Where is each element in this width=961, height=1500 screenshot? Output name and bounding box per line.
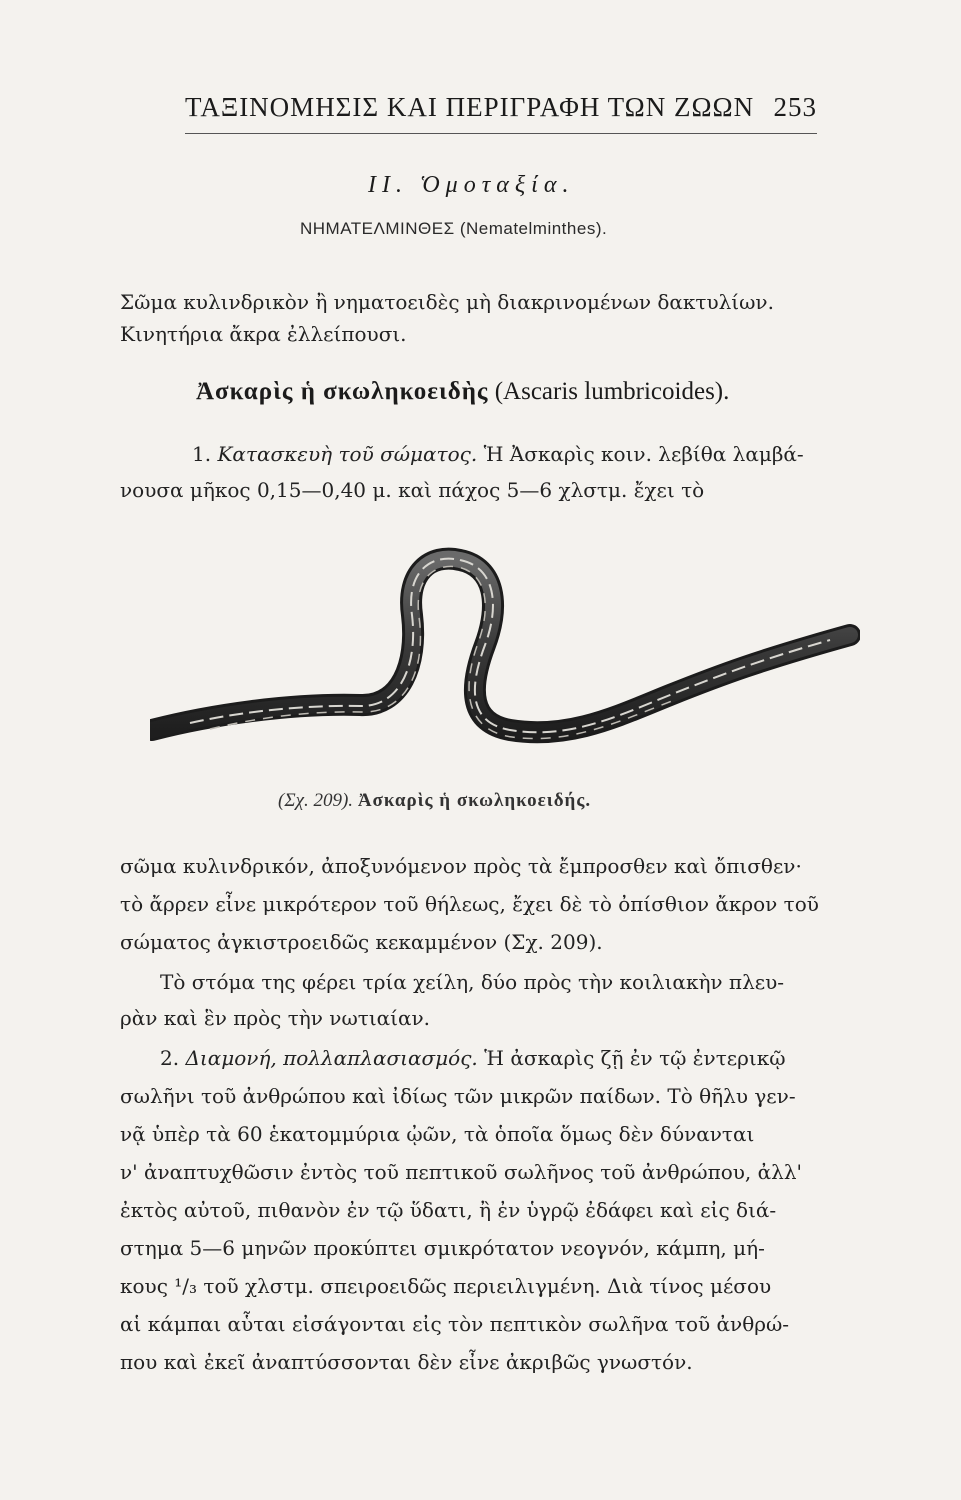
section2-line: στημα 5—6 μηνῶν προκύπτει σμικρότατον νεογνόν, κάμπη, μή- — [120, 1236, 765, 1260]
phylum-heading: ΝΗΜΑΤΕΛΜΙΝΘΕΣ (Nematelminthes). — [300, 219, 608, 238]
section2-line: ἐκτὸς αὐτοῦ, πιθανὸν ἐν τῷ ὕδατι, ἢ ἐν ὑγρῷ ἐδάφει καὶ εἰς διά- — [120, 1198, 777, 1222]
species-name-greek: Ἀσκαρὶς ἡ σκωληκοειδὴς — [196, 378, 489, 405]
body-line: ρὰν καὶ ἓν πρὸς τὴν νωτιαίαν. — [120, 1006, 431, 1030]
section1-line1-rest: Ἡ Ἀσκαρὶς κοιν. λεβίθα λαμβά- — [483, 442, 804, 466]
running-head — [185, 92, 817, 123]
section1-title: Κατασκευὴ τοῦ σώματος. — [217, 442, 478, 466]
section2-line: αἱ κάμπαι αὗται εἰσάγονται εἰς τὸν πεπτικὸν σωλῆνα τοῦ ἀνθρώ- — [120, 1312, 790, 1336]
section2-title: Διαμονή, πολλαπλασιασμός. — [185, 1046, 478, 1070]
figure-label: (Σχ. 209). — [278, 790, 354, 811]
header-rule — [185, 133, 817, 134]
body-line: Τὸ στόμα της φέρει τρία χείλη, δύο πρὸς τὴν κοιλιακὴν πλευ- — [160, 970, 785, 994]
species-heading — [196, 378, 729, 406]
figure-caption — [278, 790, 591, 812]
section2-line: ν' ἀναπτυχθῶσιν ἐντὸς τοῦ πεπτικοῦ σωλῆνος τοῦ ἀνθρώπου, ἀλλ' — [120, 1160, 803, 1184]
body-line: σώματος ἀγκιστροειδῶς κεκαμμένον (Σχ. 209). — [120, 930, 603, 954]
section2-line: κους ¹/₃ τοῦ χλστμ. σπειροειδῶς περιειλιγμένη. Διὰ τίνος μέσου — [120, 1274, 772, 1298]
body-line: τὸ ἄρρεν εἶνε μικρότερον τοῦ θήλεως, ἔχει δὲ τὸ ὀπίσθιον ἄκρον τοῦ — [120, 892, 819, 916]
species-name-latin: (Ascaris lumbricoides). — [494, 378, 730, 405]
ascaris-figure — [150, 545, 860, 770]
section1-number: 1. — [192, 442, 212, 466]
section2-line: που καὶ ἐκεῖ ἀναπτύσσονται δὲν εἶνε ἀκριβῶς γνωστόν. — [120, 1350, 693, 1374]
intro-line: Σῶμα κυλινδρικὸν ἢ νηματοειδὲς μὴ διακρινομένων δακτυλίων. — [120, 290, 774, 314]
intro-line: Κινητήρια ἄκρα ἐλλείπουσι. — [120, 322, 407, 346]
body-line: σῶμα κυλινδρικόν, ἀποξυνόμενον πρὸς τὰ ἔμπροσθεν καὶ ὄπισθεν· — [120, 854, 802, 878]
figure-title: Ἀσκαρὶς ἡ σκωληκοειδής. — [357, 790, 592, 811]
section1-line: νουσα μῆκος 0,15—0,40 μ. καὶ πάχος 5—6 χλστμ. ἔχει τὸ — [120, 478, 705, 502]
section2-line1-rest: Ἡ ἀσκαρὶς ζῇ ἐν τῷ ἐντερικῷ — [484, 1046, 786, 1070]
section2-number: 2. — [160, 1046, 180, 1070]
section2-line: νᾷ ὑπὲρ τὰ 60 ἑκατομμύρια ᾠῶν, τὰ ὁποῖα ὅμως δὲν δύνανται — [120, 1122, 755, 1146]
running-head-title: ΤΑΞΙΝΟΜΗΣΙΣ ΚΑΙ ΠΕΡΙΓΡΑΦΗ ΤΩΝ ΖΩΩΝ — [185, 92, 755, 122]
section2-line: σωλῆνι τοῦ ἀνθρώπου καὶ ἰδίως τῶν μικρῶν παίδων. Τὸ θῆλυ γεν- — [120, 1084, 796, 1108]
page-number: 253 — [773, 92, 817, 122]
section2-line — [160, 1042, 786, 1074]
section1-line — [192, 438, 804, 470]
class-heading: II. Ὁμοταξία. — [368, 172, 575, 198]
